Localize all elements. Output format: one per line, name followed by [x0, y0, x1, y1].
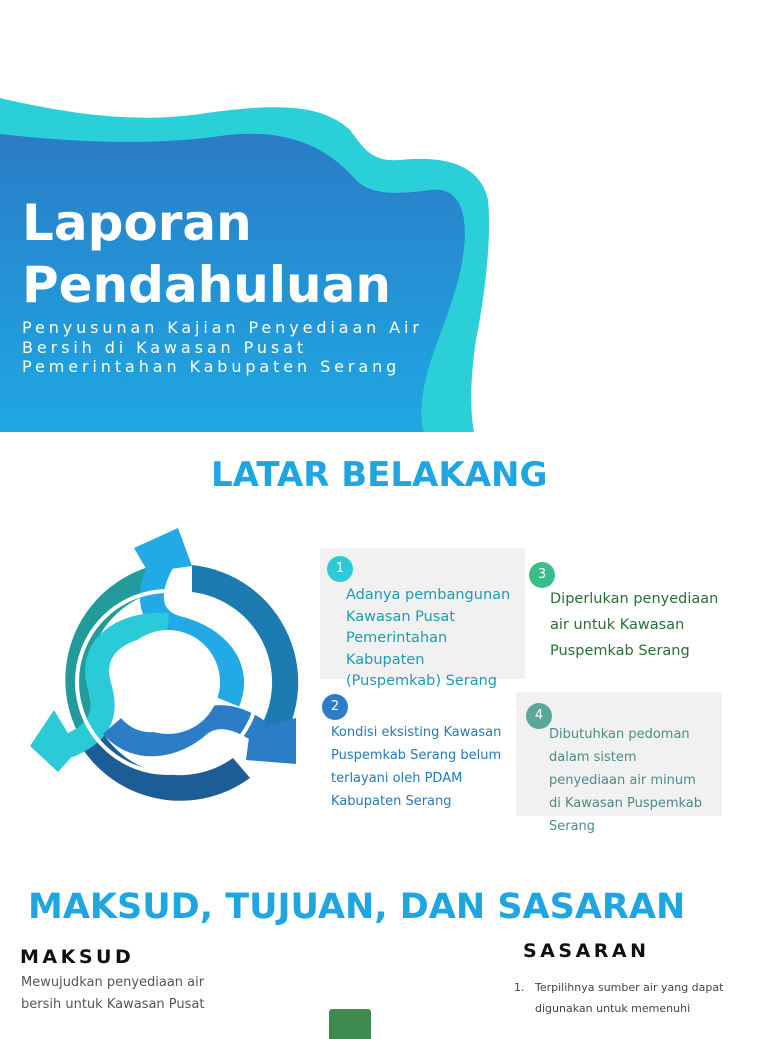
sasaran-item-text: Terpilihnya sumber air yang dapat digunakan untuk memenuhi: [535, 981, 724, 1015]
sasaran-heading: SASARAN: [523, 940, 650, 962]
sasaran-list: [512, 977, 742, 1019]
cycle-arrows-diagram: [28, 520, 308, 810]
tujuan-icon-shape: [329, 1009, 371, 1039]
point-3-text: Diperlukan penyediaan air untuk Kawasan Puspemkab Serang: [550, 591, 719, 659]
point-1-number-badge: 1: [327, 556, 353, 582]
maksud-heading: MAKSUD: [20, 946, 135, 968]
cover-title: [22, 192, 391, 316]
maksud-text: Mewujudkan penyediaan air bersih untuk Kawasan Pusat: [21, 975, 205, 1012]
cover-title-line2: Pendahuluan: [22, 256, 391, 314]
point-4-number-badge: 4: [526, 703, 552, 729]
point-1-text: Adanya pembangunan Kawasan Pusat Pemerintahan Kabupaten (Puspemkab) Serang: [346, 587, 511, 689]
latar-belakang-heading: LATAR BELAKANG: [211, 455, 548, 495]
sasaran-item: [512, 977, 742, 1019]
mts-heading: MAKSUD, TUJUAN, DAN SASARAN: [28, 887, 686, 927]
point-3-number-badge: 3: [529, 562, 555, 588]
cycle-center-hole: [116, 630, 220, 734]
point-2-text: Kondisi eksisting Kawasan Puspemkab Serang belum terlayani oleh PDAM Kabupaten Serang: [331, 725, 502, 809]
sasaran-item-number: 1.: [514, 981, 525, 994]
point-4-text: Dibutuhkan pedoman dalam sistem penyediaan air minum di Kawasan Puspemkab Serang: [549, 727, 703, 834]
point-2-number-badge: 2: [322, 694, 348, 720]
cover-subtitle: Penyusunan Kajian Penyediaan Air Bersih di Kawasan Pusat Pemerintahan Kabupaten Serang: [22, 318, 423, 376]
cover-title-line1: Laporan: [22, 194, 252, 252]
